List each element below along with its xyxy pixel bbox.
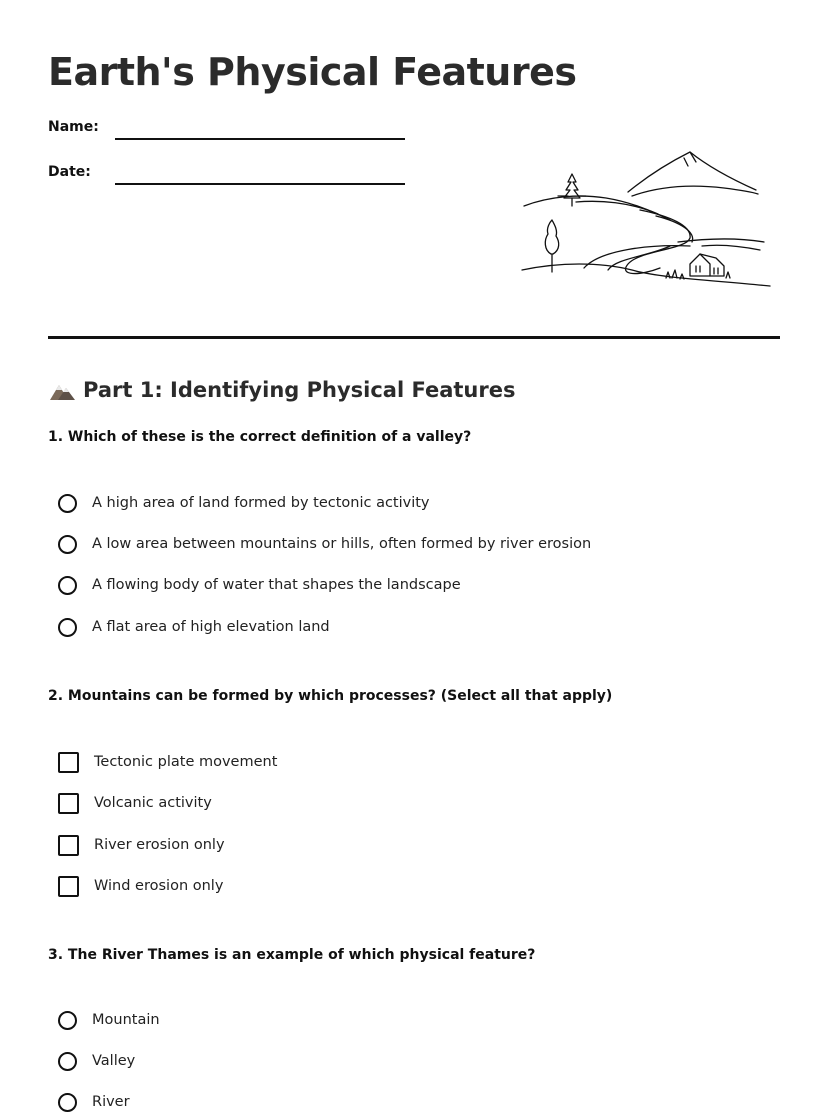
q3-option-1[interactable] <box>58 1007 160 1033</box>
page-title: Earth's Physical Features <box>48 50 577 94</box>
q1-option-3[interactable] <box>58 572 461 598</box>
option-label: Mountain <box>92 1012 160 1028</box>
name-field <box>48 114 408 138</box>
q1-option-2[interactable] <box>58 531 591 557</box>
worksheet-page <box>48 0 780 1118</box>
q2-option-2[interactable] <box>58 790 212 816</box>
option-label: River erosion only <box>94 837 225 853</box>
q3-option-3[interactable] <box>58 1089 130 1115</box>
q3-option-2[interactable] <box>58 1048 135 1074</box>
option-label: A high area of land formed by tectonic activity <box>92 495 430 511</box>
option-label: Volcanic activity <box>94 795 212 811</box>
pine-tree <box>564 174 580 198</box>
part1-heading <box>48 374 688 406</box>
option-label: Valley <box>92 1053 136 1069</box>
option-label: A flowing body of water that shapes the landscape <box>92 577 461 593</box>
question-2: 2. Mountains can be formed by which processes? (Select all that apply) <box>48 688 613 704</box>
landscape-illustration <box>520 146 774 292</box>
option-label: Wind erosion only <box>94 878 224 894</box>
question-3: 3. The River Thames is an example of which physical feature? <box>48 947 536 963</box>
checkbox[interactable] <box>58 793 79 814</box>
radio-button[interactable] <box>58 576 77 595</box>
q1-option-4[interactable] <box>58 614 330 640</box>
name-label: Name: <box>48 119 99 135</box>
option-label: A flat area of high elevation land <box>92 619 330 635</box>
checkbox[interactable] <box>58 835 79 856</box>
q2-option-1[interactable] <box>58 749 277 775</box>
radio-button[interactable] <box>58 1011 77 1030</box>
date-field <box>48 159 408 183</box>
part1-heading-text: Part 1: Identifying Physical Features <box>83 378 516 402</box>
radio-button[interactable] <box>58 1093 77 1112</box>
q2-option-4[interactable] <box>58 873 223 899</box>
tree <box>545 220 558 254</box>
radio-button[interactable] <box>58 494 77 513</box>
q1-option-1[interactable] <box>58 490 430 516</box>
name-input-line[interactable] <box>115 138 405 140</box>
option-label: River <box>92 1094 130 1110</box>
mountain-icon <box>48 379 76 401</box>
option-label: A low area between mountains or hills, often formed by river erosion <box>92 536 592 552</box>
section-divider <box>48 336 780 339</box>
date-input-line[interactable] <box>115 183 405 185</box>
checkbox[interactable] <box>58 876 79 897</box>
q2-option-3[interactable] <box>58 832 225 858</box>
house <box>690 254 710 276</box>
radio-button[interactable] <box>58 618 77 637</box>
date-label: Date: <box>48 164 91 180</box>
radio-button[interactable] <box>58 1052 77 1071</box>
option-label: Tectonic plate movement <box>94 754 278 770</box>
checkbox[interactable] <box>58 752 79 773</box>
question-1: 1. Which of these is the correct definition of a valley? <box>48 429 472 445</box>
radio-button[interactable] <box>58 535 77 554</box>
